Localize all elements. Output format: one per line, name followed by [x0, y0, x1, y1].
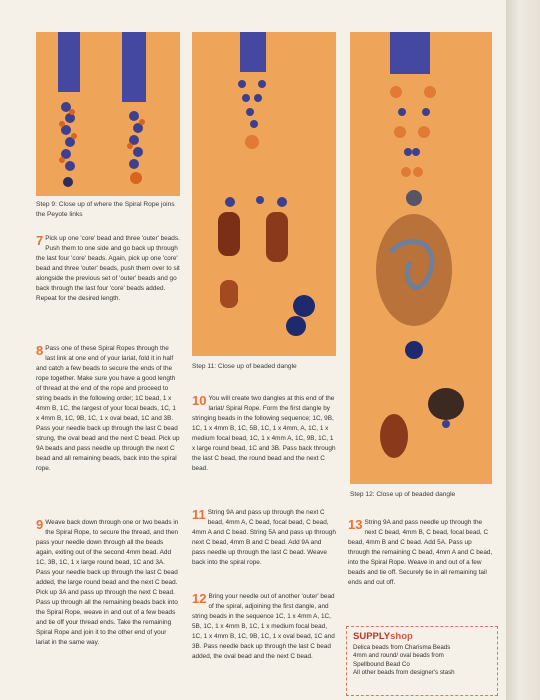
caption-step9: Step 9: Close up of where the Spiral Rope joins the Peyote links: [36, 201, 175, 218]
photo-beaded-dangle-step11: [192, 32, 336, 356]
step-text: You will create two dangles at this end of the lariat/ Spiral Rope. Form the first dangle by stringing beads in the following sequence; 1C, 9B, 1C, 1 x 4mm B, 1C, 5B, 1C, 1 x 4mm, A, 1C, 1 x medium focal bead, 1C, 1 x 4mm A, 1C, 9B, 1C, 1 x large round bead, 1C and 3B. Pass back through the last C bead, the round bead and the next C bead.: [192, 395, 336, 472]
beaded-dangle-illustration: [192, 32, 336, 356]
supply-title-a: SUPPLY: [353, 631, 391, 642]
supply-title-b: shop: [390, 631, 413, 642]
supply-line: All other beads from designer's stash: [353, 668, 455, 676]
step-11: [192, 508, 336, 568]
step-number: 7: [36, 233, 44, 248]
supply-line: 4mm and round/ oval beads from: [353, 652, 444, 660]
supply-title: [353, 631, 491, 642]
photo-beaded-dangle-step12: [350, 32, 492, 484]
caption-step11: Step 11: Close up of beaded dangle: [192, 363, 297, 370]
beaded-rope-illustration: [36, 32, 180, 196]
step-number: 8: [36, 343, 44, 358]
page-edge: [506, 0, 540, 700]
step-number: 12: [192, 591, 207, 606]
step-10: [192, 394, 336, 474]
step-12: [192, 592, 336, 662]
step-text: Pass one of these Spiral Ropes through the last link at one end of your lariat, fold it in half and catch a few beads to secure the ends of the rope together. Make sure you have a good length of thread at the end of the rope and proceed to string beads in the following order; 1C bead, 1 x 4mm B, 1C, the largest of your focal beads, 1C, 1 x 4mm B, 1C, 9B, 1C, 1 x oval bead, 1C and 3B. Pass your needle back up through the last C bead strung, the oval bead and the next C bead. Pick up 9A beads and pass needle up through the next C bead and all remaining beads, back into the spiral rope.: [36, 345, 180, 472]
step-7: [36, 234, 180, 304]
step-9: [36, 518, 180, 648]
photo-spiral-rope-peyote-join: [36, 32, 180, 196]
step-number: 11: [192, 507, 206, 522]
step-13: [348, 518, 494, 588]
step-text: String 9A and pass up through the next C bead, 4mm A, C bead, focal bead, C bead, 4mm A and C bead. String 5A and pass up through next C bead, 4mm B and C bead. Add 9A and pass needle up through the last C bead. Weave back into the spiral rope.: [192, 509, 336, 566]
supply-line: Delica beads from Charisma Beads: [353, 644, 451, 651]
step-text: Pick up one 'core' bead and three 'outer' beads. Push them to one side and go back up through the last four 'core' beads. Again, pick up one 'core' bead and three 'outer' beads, push them over to sit alongside the previous set of 'outer' beads and go back through the last four 'core' beads added. Repeat for the desired length.: [36, 235, 180, 302]
supply-shop-box: [346, 626, 498, 696]
caption-step12: Step 12: Close up of beaded dangle: [350, 491, 456, 498]
step-number: 10: [192, 393, 207, 408]
step-number: 13: [348, 517, 363, 532]
step-text: Bring your needle out of another 'outer' bead of the spiral, adjoining the first dangle, and string beads in the sequence 1C, 1 x 4mm A, 1C, 5B, 1C, 1 x 4mm B, 1C, 1 x medium focal bead, 1C, 1 x 4mm B, 1C, 9B, 1C, 1 x oval bead, 1C and 3B. Pass needle back up through the last C bead added, the oval bead and the next C bead.: [192, 593, 335, 660]
step-text: String 9A and pass needle up through the next C bead, 4mm B, C bead, focal bead, C bead, 4mm B and C bead. Add 5A. Pass up through the remaining C bead, 4mm A and C bead, into the Spiral Rope. Weave in and out of a few beads and tie off. Securely tie in all remaining tail ends and cut off.: [348, 519, 493, 586]
supply-line: Spellbound Bead Co: [353, 660, 410, 668]
step-text: Weave back down through one or two beads in the Spiral Rope, to secure the thread, and then pass your needle down through all the beads again, exiting out of the second 4mm bead. Add 1C, 3B, 1C, 1 x large round bead, 1C and 3A. Pass your needle back up through the last C bead added, the large round bead and the next C bead. Pick up 3A and pass up through the next C bead. Pass up through all the remaining beads back into the Spiral Rope, weave in and out of a few beads and tie off your thread ends. Take the remaining Spiral Rope and join it to the other end of your lariat in the same way.: [36, 519, 179, 646]
step-number: 9: [36, 517, 44, 532]
step-8: [36, 344, 180, 474]
focal-dangle-illustration: [350, 32, 492, 484]
